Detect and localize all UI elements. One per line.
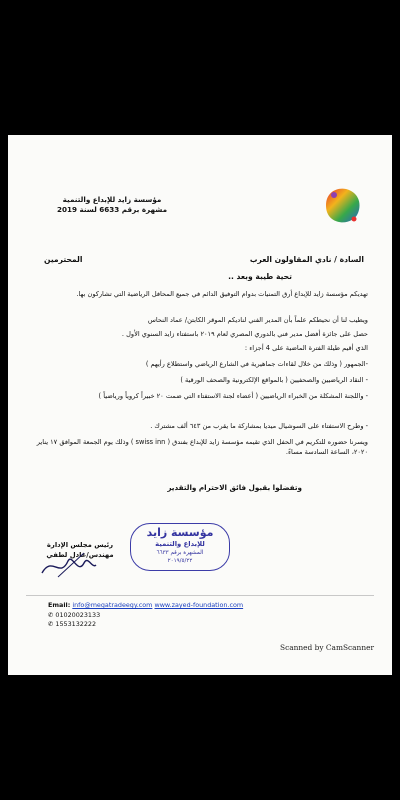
mobile-icon: ✆: [48, 620, 54, 628]
letter-paragraph: -الجمهور ( وذلك من خلال لقاءات جماهيرية في الشارع الرياضي واستطلاع رأيهم ): [145, 360, 368, 368]
contact-block: [48, 601, 243, 630]
letter-paragraph: تهديكم مؤسسة زايد للإبداع أرق التمنيات بدوام التوفيق الدائم في جميع المحافل الرياضية التي تشاركون بها.: [76, 290, 368, 298]
honorific: المحترمين: [44, 255, 83, 264]
mobile-row: [48, 620, 243, 630]
email-row: [48, 601, 243, 611]
organization-header: [42, 195, 182, 215]
greeting: تحية طيبة وبعد ..: [228, 272, 292, 281]
email-label: Email:: [48, 601, 71, 609]
stamp-line: ٢٠١٩/٥/٢٢: [167, 558, 193, 564]
foundation-logo: [320, 183, 364, 227]
registration-number: مشهرة برقم 6633 لسنة 2019: [56, 205, 168, 214]
stamp-line: مؤسسة زايد: [146, 526, 214, 539]
mobile-number: 1553132222: [55, 620, 97, 628]
closing-line: وتفضلوا بقبول فائق الاحترام والتقدير: [167, 483, 302, 492]
phone-icon: ✆: [48, 610, 54, 619]
phone-number: 01020023133: [55, 610, 101, 619]
email-link[interactable]: info@megatradeegy.com: [72, 601, 153, 609]
website-link[interactable]: www.zayed-foundation.com: [154, 601, 244, 609]
stamp-line: المشهرة برقم ٦٦٣٣: [156, 550, 204, 556]
recipient: السادة / نادي المقاولون العرب: [249, 255, 364, 264]
scanner-watermark: Scanned by CamScanner: [280, 643, 374, 652]
letter-page: [8, 135, 392, 675]
letter-paragraph: - النقاد الرياضيين والصحفيين ( بالمواقع الإلكترونية والصحف الورقية ): [180, 376, 368, 384]
organization-name: مؤسسة زايد للإبداع والتنمية: [62, 195, 162, 204]
letter-paragraph: الذي أقيم طيلة الفترة الماضية على 4 أجزاء :: [244, 344, 368, 352]
letter-paragraph: ويطيب لنا أن نحيطكم علماً بأن المدير الفني لناديكم الموقر الكابتن/ عماد النحاس: [147, 316, 368, 324]
letter-paragraph: حصل على جائزة أفضل مدير فني بالدوري المصري لعام ٢٠١٩ باستفتاء زايد السنوي الأول .: [121, 330, 368, 338]
handwritten-signature: [38, 535, 100, 585]
signatory-title: رئيس مجلس الإدارة: [46, 541, 114, 549]
letter-paragraph: - وطرح الاستفتاء على السوشيال ميديا بمشاركة ما يقرب من ٦٤٣ ألف مشترك .: [150, 422, 368, 430]
letter-paragraph: - واللجنة المشكلة من الخبراء الرياضيين ( أعضاء لجنة الاستفتاء التي ضمت ٢٠ خبيراً كروياً ورياضياً ): [98, 392, 368, 400]
signatory-name: مهندس/عادل لطفي: [46, 551, 114, 559]
stamp-line: للإبداع والتنمية: [155, 540, 205, 548]
official-stamp: [130, 523, 230, 571]
phone-row: [48, 611, 243, 621]
footer-divider: [26, 595, 374, 596]
letter-paragraph: ويسرنا حضوره للتكريم في الحفل الذي تقيمه مؤسسة زايد للإبداع بفندق ( swiss inn ) وذلك يوم الجمعة الموافق ١٧ يناير ٢٠٢٠، الساعة السادسة مساءً.: [36, 438, 368, 456]
